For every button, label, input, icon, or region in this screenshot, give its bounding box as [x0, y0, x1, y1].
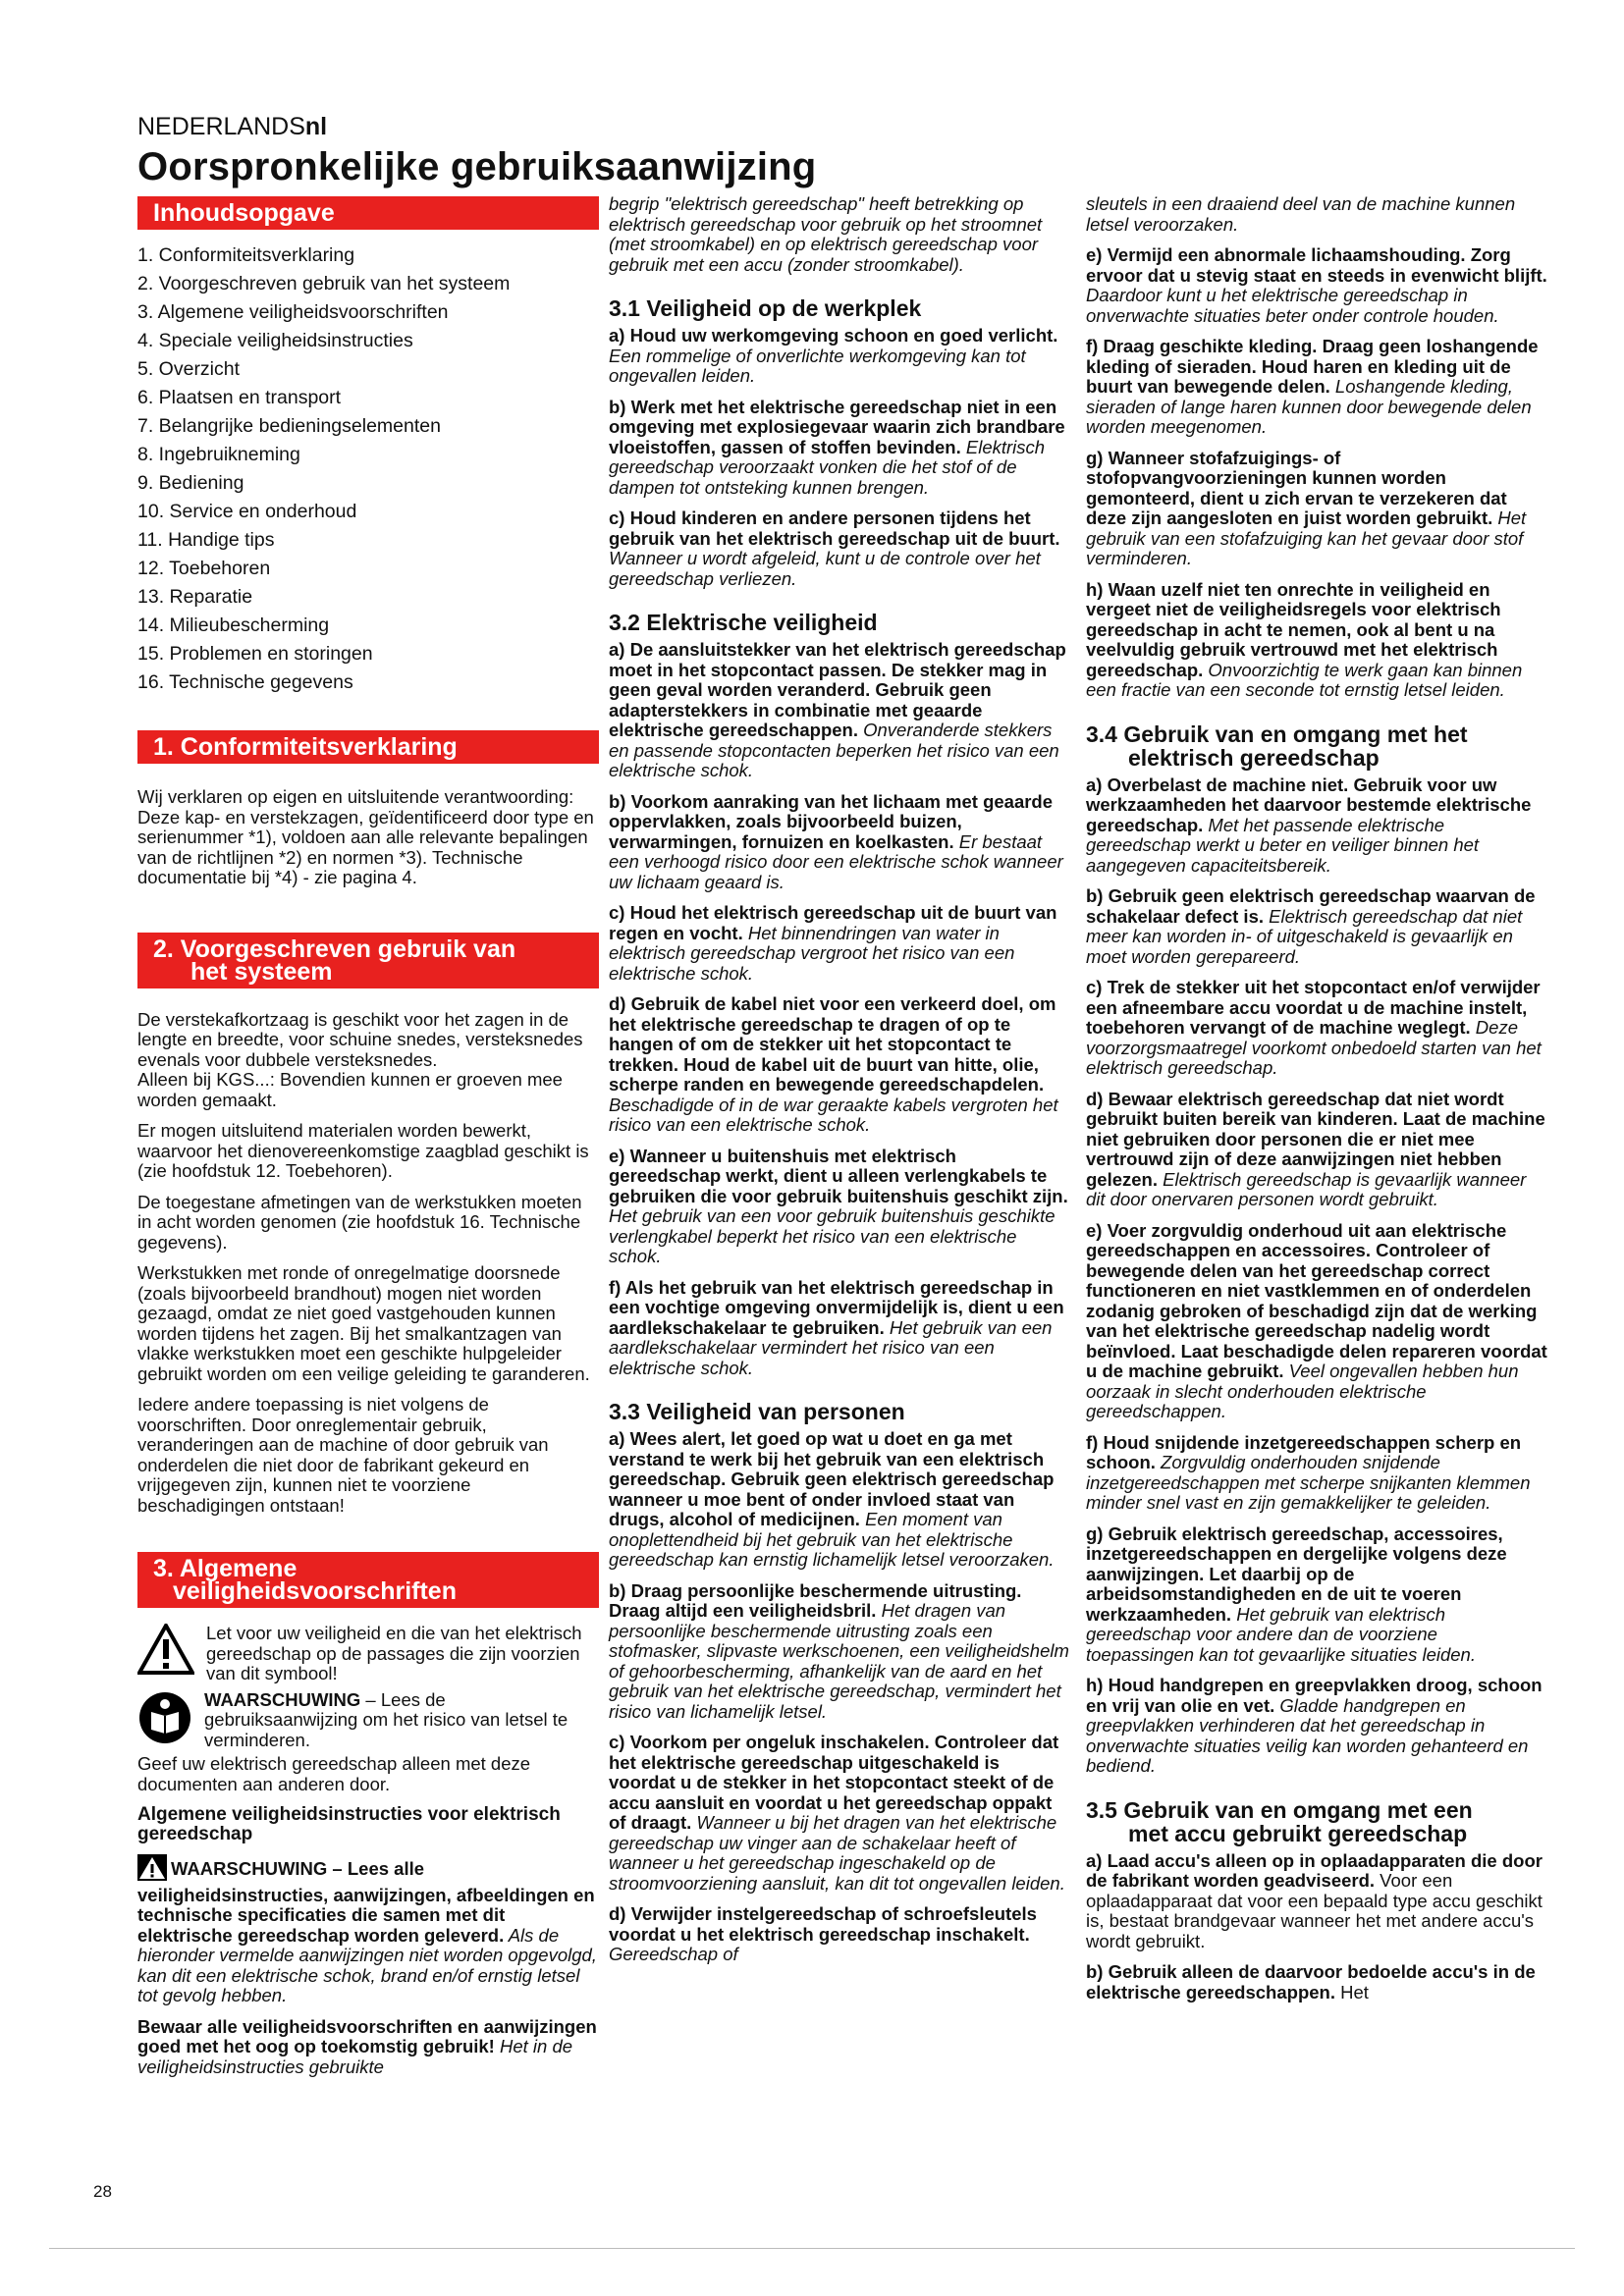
language-name: NEDERLANDS [137, 113, 305, 140]
toc-item: 12. Toebehoren [137, 558, 271, 579]
s3-paragraph-2: Bewaar alle veiligheidsvoorschriften en aanwijzingen goed met het oog op toekomstig gebruik! Het in de veiligheidsinstructies gebruikte [137, 2015, 597, 2077]
item-3-4-d: d) Bewaar elektrisch gereedschap dat niet wordt gebruikt buiten bereik van kinderen. Laat de machine niet gebruiken door personen die er niet mee vertrouwd zijn of deze aanwijzingen niet hebben gelezen. Elektrisch gereedschap is gevaarlijk wanneer dit door onervaren personen wordt gebruikt. [1086, 1088, 1545, 1209]
s3-subheading: Algemene veiligheidsinstructies voor elektrisch gereedschap [137, 1804, 561, 1844]
item-3-4-a: a) Overbelast de machine niet. Gebruik voor uw werkzaamheden het daarvoor bestemde elektrische gereedschap. Met het passende elektrische gereedschap werkt u beter en veiliger binnen het aangegeven capaciteitsbereik. [1086, 774, 1532, 876]
toc-item: 14. Milieubescherming [137, 614, 330, 636]
toc-item: 2. Voorgeschreven gebruik van het systeem [137, 273, 511, 294]
item-3-2-b: b) Voorkom aanraking van het lichaam met geaarde oppervlakken, zoals bijvoorbeeld buizen, verwarmingen, fornuizen en koelkasten. Er bestaat een verhoogd risico door een elektrische schok wanneer uw lichaam geaard is. [609, 790, 1063, 892]
column-middle [609, 194, 1070, 1976]
s2-paragraph-2: Er mogen uitsluitend materialen worden bewerkt, waarvoor het dienovereenkomstige zaagblad geschikt is (zie hoofdstuk 12. Toebehoren). [137, 1120, 589, 1181]
toc-list [137, 241, 599, 697]
s3-warning-paragraph: WAARSCHUWING – Lees alle veiligheidsinstructies, aanwijzingen, afbeeldingen en technische specificaties die samen met dit elektrische gereedschap worden geleverd. Als de hieronder vermelde aanwijzingen niet worden opgevolgd, kan dit een elektrische schok, brand en/of ernstig letsel tot gevolg hebben. [137, 1854, 599, 2006]
page-number: 28 [93, 2182, 112, 2201]
language-code: nl [304, 113, 328, 140]
item-3-1-a: a) Houd uw werkomgeving schoon en goed verlicht. Een rommelige of onverlichte werkomgeving kan tot ongevallen leiden. [609, 325, 1058, 386]
heading-3-2: 3.2 Elektrische veiligheid [609, 610, 878, 635]
footer-rule [49, 2248, 1575, 2249]
toc-item: 7. Belangrijke bedieningselementen [137, 415, 441, 437]
heading-3-4: 3.4 Gebruik van en omgang met het elektrisch gereedschap [1086, 721, 1468, 771]
toc-item: 16. Technische gegevens [137, 671, 353, 693]
read-manual-note [137, 1690, 599, 1751]
item-3-4-b: b) Gebruik geen elektrisch gereedschap waarvan de schakelaar defect is. Elektrisch gereedschap dat niet meer kan worden in- of uitgeschakeld is gevaarlijk en moet worden gerepareerd. [1086, 885, 1536, 967]
toc-item: 10. Service en onderhoud [137, 501, 357, 522]
item-3-4-c: c) Trek de stekker uit het stopcontact en/of verwijder een afneembare accu voordat u de machine instelt, toebehoren vervangt of de machine weglegt. Deze voorzorgsmaatregel voorkomt onbedoeld starten van het elektrisch gereedschap. [1086, 977, 1542, 1078]
language-header [137, 113, 327, 141]
warning-triangle-icon [137, 1624, 194, 1680]
toc-item: 4. Speciale veiligheidsinstructies [137, 330, 413, 351]
toc-item: 15. Problemen en storingen [137, 643, 373, 665]
read-manual-text: WAARSCHUWING – Lees de gebruiksaanwijzing om het risico van letsel te verminderen. [204, 1688, 568, 1750]
section-1-heading: 1. Conformiteitsverklaring [137, 730, 599, 764]
warning-symbol-note [137, 1624, 599, 1684]
section-3-heading: 3. Algemene veiligheidsvoorschriften [137, 1552, 599, 1608]
item-3-3-h: h) Waan uzelf niet ten onrechte in veiligheid en vergeet niet de veiligheidsregels voor elektrisch gereedschap in acht te nemen, ook al bent u na veelvuldig gebruik vertrouwd met het elektrisch gereedschap. Onvoorzichtig te werk gaan kan binnen een fractie van een seconde tot ernstig letsel leiden. [1086, 578, 1523, 700]
item-3-3-e: e) Vermijd een abnormale lichaamshouding. Zorg ervoor dat u stevig staat en steeds in evenwicht blijft. Daardoor kunt u het elektrische gereedschap in onverwachte situaties beter onder controle houden. [1086, 244, 1547, 326]
toc-item: 13. Reparatie [137, 586, 253, 608]
toc-item: 1. Conformiteitsverklaring [137, 244, 355, 266]
heading-3-3: 3.3 Veiligheid van personen [609, 1399, 905, 1424]
item-3-2-e: e) Wanneer u buitenshuis met elektrisch gereedschap werkt, dient u alleen verlengkabels te gebruiken die voor gebruik buitenshuis geschikt zijn. Het gebruik van een voor gebruik buitenshuis geschikte verlengkabel beperkt het risico van een elektrische schok. [609, 1145, 1068, 1266]
item-3-4-g: g) Gebruik elektrisch gereedschap, accessoires, inzetgereedschappen en dergelijke volgens deze aanwijzingen. Let daarbij op de arbeidsomstandigheden en de uit te voeren werkzaamheden. Het gebruik van elektrisch gereedschap voor andere dan de voorziene toepassingen kan tot gevaarlijke situaties leiden. [1086, 1522, 1507, 1665]
section-2-heading: 2. Voorgeschreven gebruik van het systeem [137, 933, 599, 988]
toc-item: 9. Bediening [137, 472, 244, 494]
c2-continuation: begrip "elektrisch gereedschap" heeft betrekking op elektrisch gereedschap voor gebruik op het stroomnet (met stroomkabel) en op elektrisch gereedschap voor gebruik met een accu (zonder stroomkabel). [609, 193, 1043, 275]
item-3-4-h: h) Houd handgrepen en greepvlakken droog, schoon en vrij van olie en vet. Gladde handgrepen en greepvlakken verhinderen dat het gereedschap in onverwachte situaties veilig kan worden gehanteerd en bediend. [1086, 1675, 1543, 1776]
item-3-3-g: g) Wanneer stofafzuigings- of stofopvangvoorzieningen kunnen worden gemonteerd, dient u zich ervan te verzekeren dat deze zijn aangesloten en juist worden gebruikt. Het gebruik van een stofafzuiging kan het gevaar door stof verminderen. [1086, 447, 1527, 568]
item-3-2-a: a) De aansluitstekker van het elektrisch gereedschap moet in het stopcontact passen. De stekker mag in geen geval worden veranderd. Gebruik geen adapterstekkers in combinatie met geaarde elektrische gereedschappen. Onveranderde stekkers en passende stopcontacten beperken het risico van een elektrische schok. [609, 639, 1066, 780]
item-3-3-d: d) Verwijder instelgereedschap of schroefsleutels voordat u het elektrisch gereedschap inschakelt. Gereedschap of [609, 1903, 1037, 1964]
s1-paragraph: Wij verklaren op eigen en uitsluitende verantwoording: Deze kap- en verstekzagen, geïdentificeerd door type en serienummer *1), voldoen aan alle relevante bepalingen van de richtlijnen *2) en normen *3). Technische documentatie bij *4) - zie pagina 4. [137, 786, 594, 887]
item-3-4-e: e) Voer zorgvuldig onderhoud uit aan elektrische gereedschappen en accessoires. Controleer of bewegende delen van het gereedschap correct functioneren en niet vastklemmen en of onderdelen zodanig gebroken of beschadigd zijn dat de werking van het elektrische gereedschap nadelig wordt beïnvloed. Laat beschadigde delen repareren voordat u de machine gebruikt. Veel ongevallen hebben hun oorzaak in slecht onderhouden elektrische gereedschappen. [1086, 1219, 1547, 1421]
item-3-3-c: c) Voorkom per ongeluk inschakelen. Controleer dat het elektrische gereedschap uitgeschakeld is voordat u de stekker in het stopcontact steekt of de accu aansluit en voordat u het gereedschap oppakt of draagt. Wanneer u bij het dragen van het elektrische gereedschap uw vinger aan de schakelaar heeft of wanneer u het gereedschap ingeschakeld op de stroomvoorziening aansluit, kan dit tot ongevallen leiden. [609, 1732, 1065, 1894]
s3-paragraph-1: Geef uw elektrisch gereedschap alleen met deze documenten aan anderen door. [137, 1753, 531, 1794]
s2-paragraph-1: De verstekafkortzaag is geschikt voor het zagen in de lengte en breedte, voor schuine snedes, versteksnedes evenals voor dubbele versteksnedes. [137, 1008, 583, 1070]
page-title: Oorspronkelijke gebruiksaanwijzing [137, 145, 817, 188]
item-3-2-d: d) Gebruik de kabel niet voor een verkeerd doel, om het elektrische gereedschap te dragen of op te hangen of om de stekker uit het stopcontact te trekken. Houd de kabel uit de buurt van hitte, olie, scherpe randen en bewegende gereedschapdelen. Beschadigde of in de war geraakte kabels vergroten het risico van een elektrische schok. [609, 993, 1058, 1135]
item-3-5-a: a) Laad accu's alleen op in oplaadapparaten die door de fabrikant worden geadviseerd. Voor een oplaadapparaat dat voor een bepaald type accu geschikt is, bestaat brandgevaar wanneer het met andere accu's wordt gebruikt. [1086, 1849, 1543, 1951]
item-3-2-f: f) Als het gebruik van het elektrisch gereedschap in een vochtige omgeving onvermijdelijk is, dient u een aardlekschakelaar te gebruiken. Het gebruik van een aardlekschakelaar vermindert het risico van een elektrische schok. [609, 1276, 1064, 1378]
column-left [137, 196, 599, 2088]
item-3-3-a: a) Wees alert, let goed op wat u doet en ga met verstand te werk bij het gebruik van een elektrisch gereedschap. Gebruik geen elektrisch gereedschap wanneer u moe bent of onder invloed staat van drugs, alcohol of medicijnen. Een moment van onoplettendheid bij het gebruik van het elektrische gereedschap kan ernstig lichamelijk letsel veroorzaken. [609, 1428, 1055, 1570]
item-3-3-b: b) Draag persoonlijke beschermende uitrusting. Draag altijd een veiligheidsbril. Het dragen van persoonlijke beschermende uitrusting zoals een stofmasker, slipvaste werkschoenen, een veiligheidshelm of gehoorbescherming, afhankelijk van de aard en het gebruik van het elektrische gereedschap, vermindert het risico van lichamelijk letsel. [609, 1579, 1069, 1722]
item-3-3-f: f) Draag geschikte kleding. Draag geen loshangende kleding of sieraden. Houd haren en kleding uit de buurt van bewegende delen. Loshangende kleding, sieraden of lange haren kunnen door bewegende delen worden meegenomen. [1086, 336, 1539, 437]
toc-item: 8. Ingebruikneming [137, 444, 300, 465]
s2-paragraph-3: De toegestane afmetingen van de werkstukken moeten in acht worden genomen (zie hoofdstuk 16. Technische gegevens). [137, 1191, 582, 1253]
heading-3-5: 3.5 Gebruik van en omgang met een met accu gebruikt gereedschap [1086, 1796, 1473, 1846]
toc-item: 11. Handige tips [137, 529, 275, 551]
c3-continuation: sleutels in een draaiend deel van de machine kunnen letsel veroorzaken. [1086, 193, 1516, 235]
toc-item: 3. Algemene veiligheidsvoorschriften [137, 301, 449, 323]
toc-item: 5. Overzicht [137, 358, 241, 380]
column-right [1086, 194, 1547, 2013]
toc-item: 6. Plaatsen en transport [137, 387, 342, 408]
item-3-2-c: c) Houd het elektrisch gereedschap uit de buurt van regen en vocht. Het binnendringen van water in elektrisch gereedschap vergroot het risico van een elektrische schok. [609, 902, 1057, 984]
item-3-1-b: b) Werk met het elektrische gereedschap niet in een omgeving met explosiegevaar waarin zich brandbare vloeistoffen, gassen of stoffen bevinden. Elektrisch gereedschap veroorzaakt vonken die het stof of de dampen tot ontsteking kunnen brengen. [609, 396, 1065, 498]
item-3-4-f: f) Houd snijdende inzetgereedschappen scherp en schoon. Zorgvuldig onderhouden snijdende inzetgereedschappen met scherpe snijkanten klemmen minder snel vast en zijn gemakkelijker te geleiden. [1086, 1431, 1531, 1513]
s2-paragraph-4: Werkstukken met ronde of onregelmatige doorsnede (zoals bijvoorbeeld brandhout) mogen niet worden gezaagd, omdat ze niet goed vastgehouden kunnen worden tijdens het zagen. Bij het smalkantzagen van vlakke werkstukken moet een geschikte hulpgeleider gebruikt worden om een veilige geleiding te garanderen. [137, 1262, 590, 1384]
s2-paragraph-5: Iedere andere toepassing is niet volgens de voorschriften. Door onreglementair gebruik, veranderingen aan de machine of door gebruik van onderdelen die niet door de fabrikant gekeurd en vrijgegeven zijn, kunnen niet te voorziene beschadigingen ontstaan! [137, 1394, 549, 1516]
warning-note-text: Let voor uw veiligheid en die van het elektrisch gereedschap op de passages die zijn voorzien van dit symbool! [206, 1623, 582, 1683]
warning-small-icon [137, 1854, 167, 1886]
heading-3-1: 3.1 Veiligheid op de werkplek [609, 295, 922, 321]
item-3-1-c: c) Houd kinderen en andere personen tijdens het gebruik van het elektrisch gereedschap uit de buurt. Wanneer u wordt afgeleid, kunt u de controle over het gereedschap verliezen. [609, 507, 1060, 589]
item-3-5-b: b) Gebruik alleen de daarvoor bedoelde accu's in de elektrische gereedschappen. Het [1086, 1961, 1536, 2002]
read-manual-icon [137, 1690, 192, 1750]
s2-paragraph-1b: Alleen bij KGS...: Bovendien kunnen er groeven mee worden gemaakt. [137, 1069, 563, 1110]
toc-heading: Inhoudsopgave [137, 196, 599, 230]
